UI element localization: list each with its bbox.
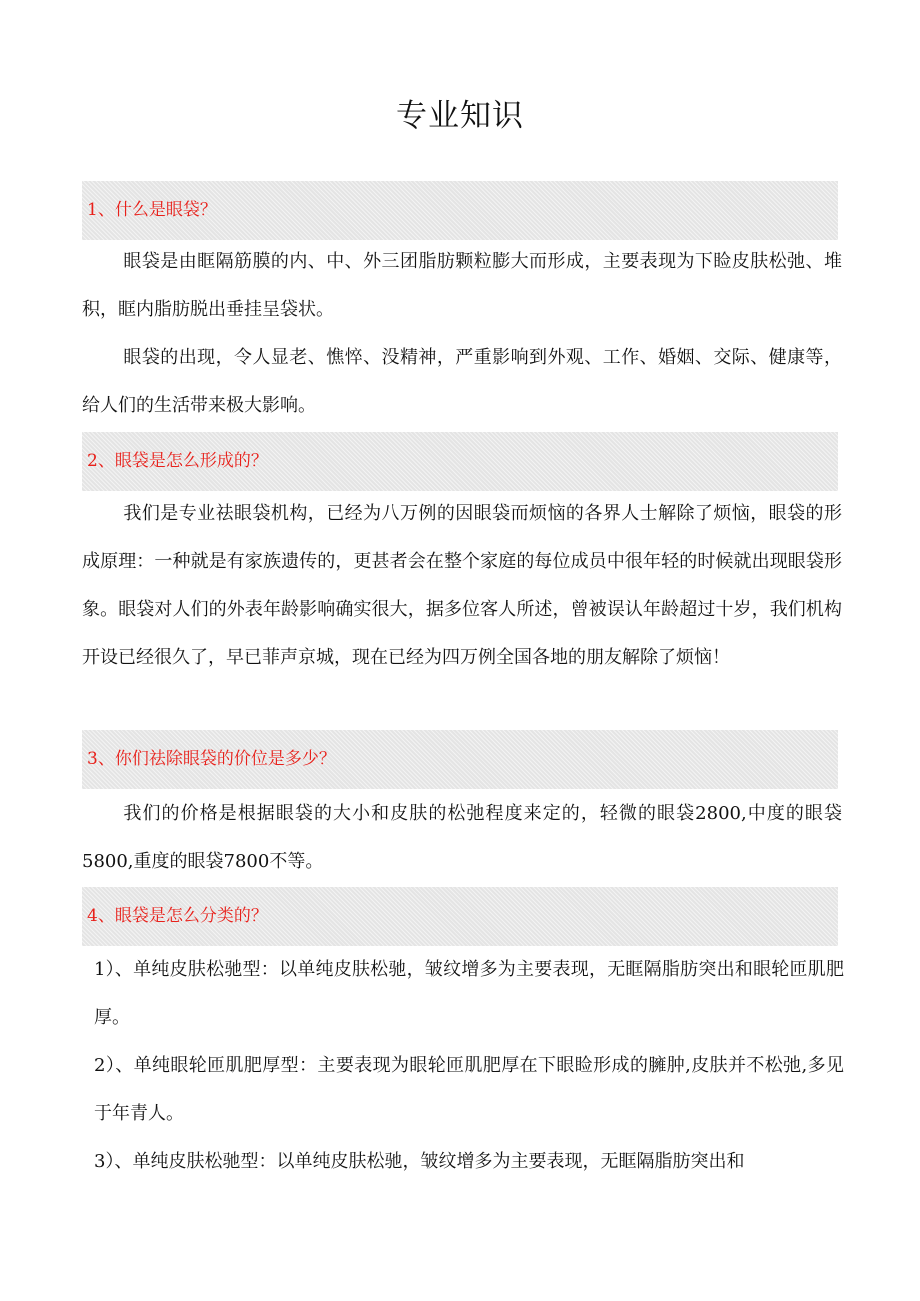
list-item-1: 1）、单纯皮肤松驰型：以单纯皮肤松驰，皱纹增多为主要表现，无眶隔脂肪突出和眼轮匝肌肥厚。 [94,959,844,1028]
list-item-3: 3）、单纯皮肤松驰型：以单纯皮肤松驰，皱纹增多为主要表现，无眶隔脂肪突出和 [94,1151,745,1172]
answer-paragraph-1-2: 眼袋的出现，令人显老、憔悴、没精神，严重影响到外观、工作、婚姻、交际、健康等，给人们的生活带来极大影响。 [82,347,842,416]
page-title: 专业知识 [396,98,524,134]
question-heading-3: 3、你们祛除眼袋的价位是多少？ [82,730,838,789]
answer-paragraph-2-1: 我们是专业祛眼袋机构，已经为八万例的因眼袋而烦恼的各界人士解除了烦恼，眼袋的形成原理：一种就是有家族遗传的，更甚者会在整个家庭的每位成员中很年轻的时候就出现眼袋形象。眼袋对人们的外表年龄影响确实很大，据多位客人所述，曾被误认年龄超过十岁，我们机构开设已经很久了，早已菲声京城，现在已经为四万例全国各地的朋友解除了烦恼！ [82,503,842,668]
question-heading-2: 2、眼袋是怎么形成的？ [82,432,838,491]
question-heading-1: 1、什么是眼袋？ [82,181,838,240]
answer-paragraph-1-1: 眼袋是由眶隔筋膜的内、中、外三团脂肪颗粒膨大而形成，主要表现为下睑皮肤松弛、堆积，眶内脂肪脱出垂挂呈袋状。 [82,251,842,320]
list-item-2: 2）、单纯眼轮匝肌肥厚型：主要表现为眼轮匝肌肥厚在下眼睑形成的臃肿,皮肤并不松弛,多见于年青人。 [94,1055,844,1124]
question-heading-4: 4、眼袋是怎么分类的？ [82,887,838,946]
answer-paragraph-3-1: 我们的价格是根据眼袋的大小和皮肤的松弛程度来定的，轻微的眼袋2800,中度的眼袋5800,重度的眼袋7800不等。 [82,803,842,872]
